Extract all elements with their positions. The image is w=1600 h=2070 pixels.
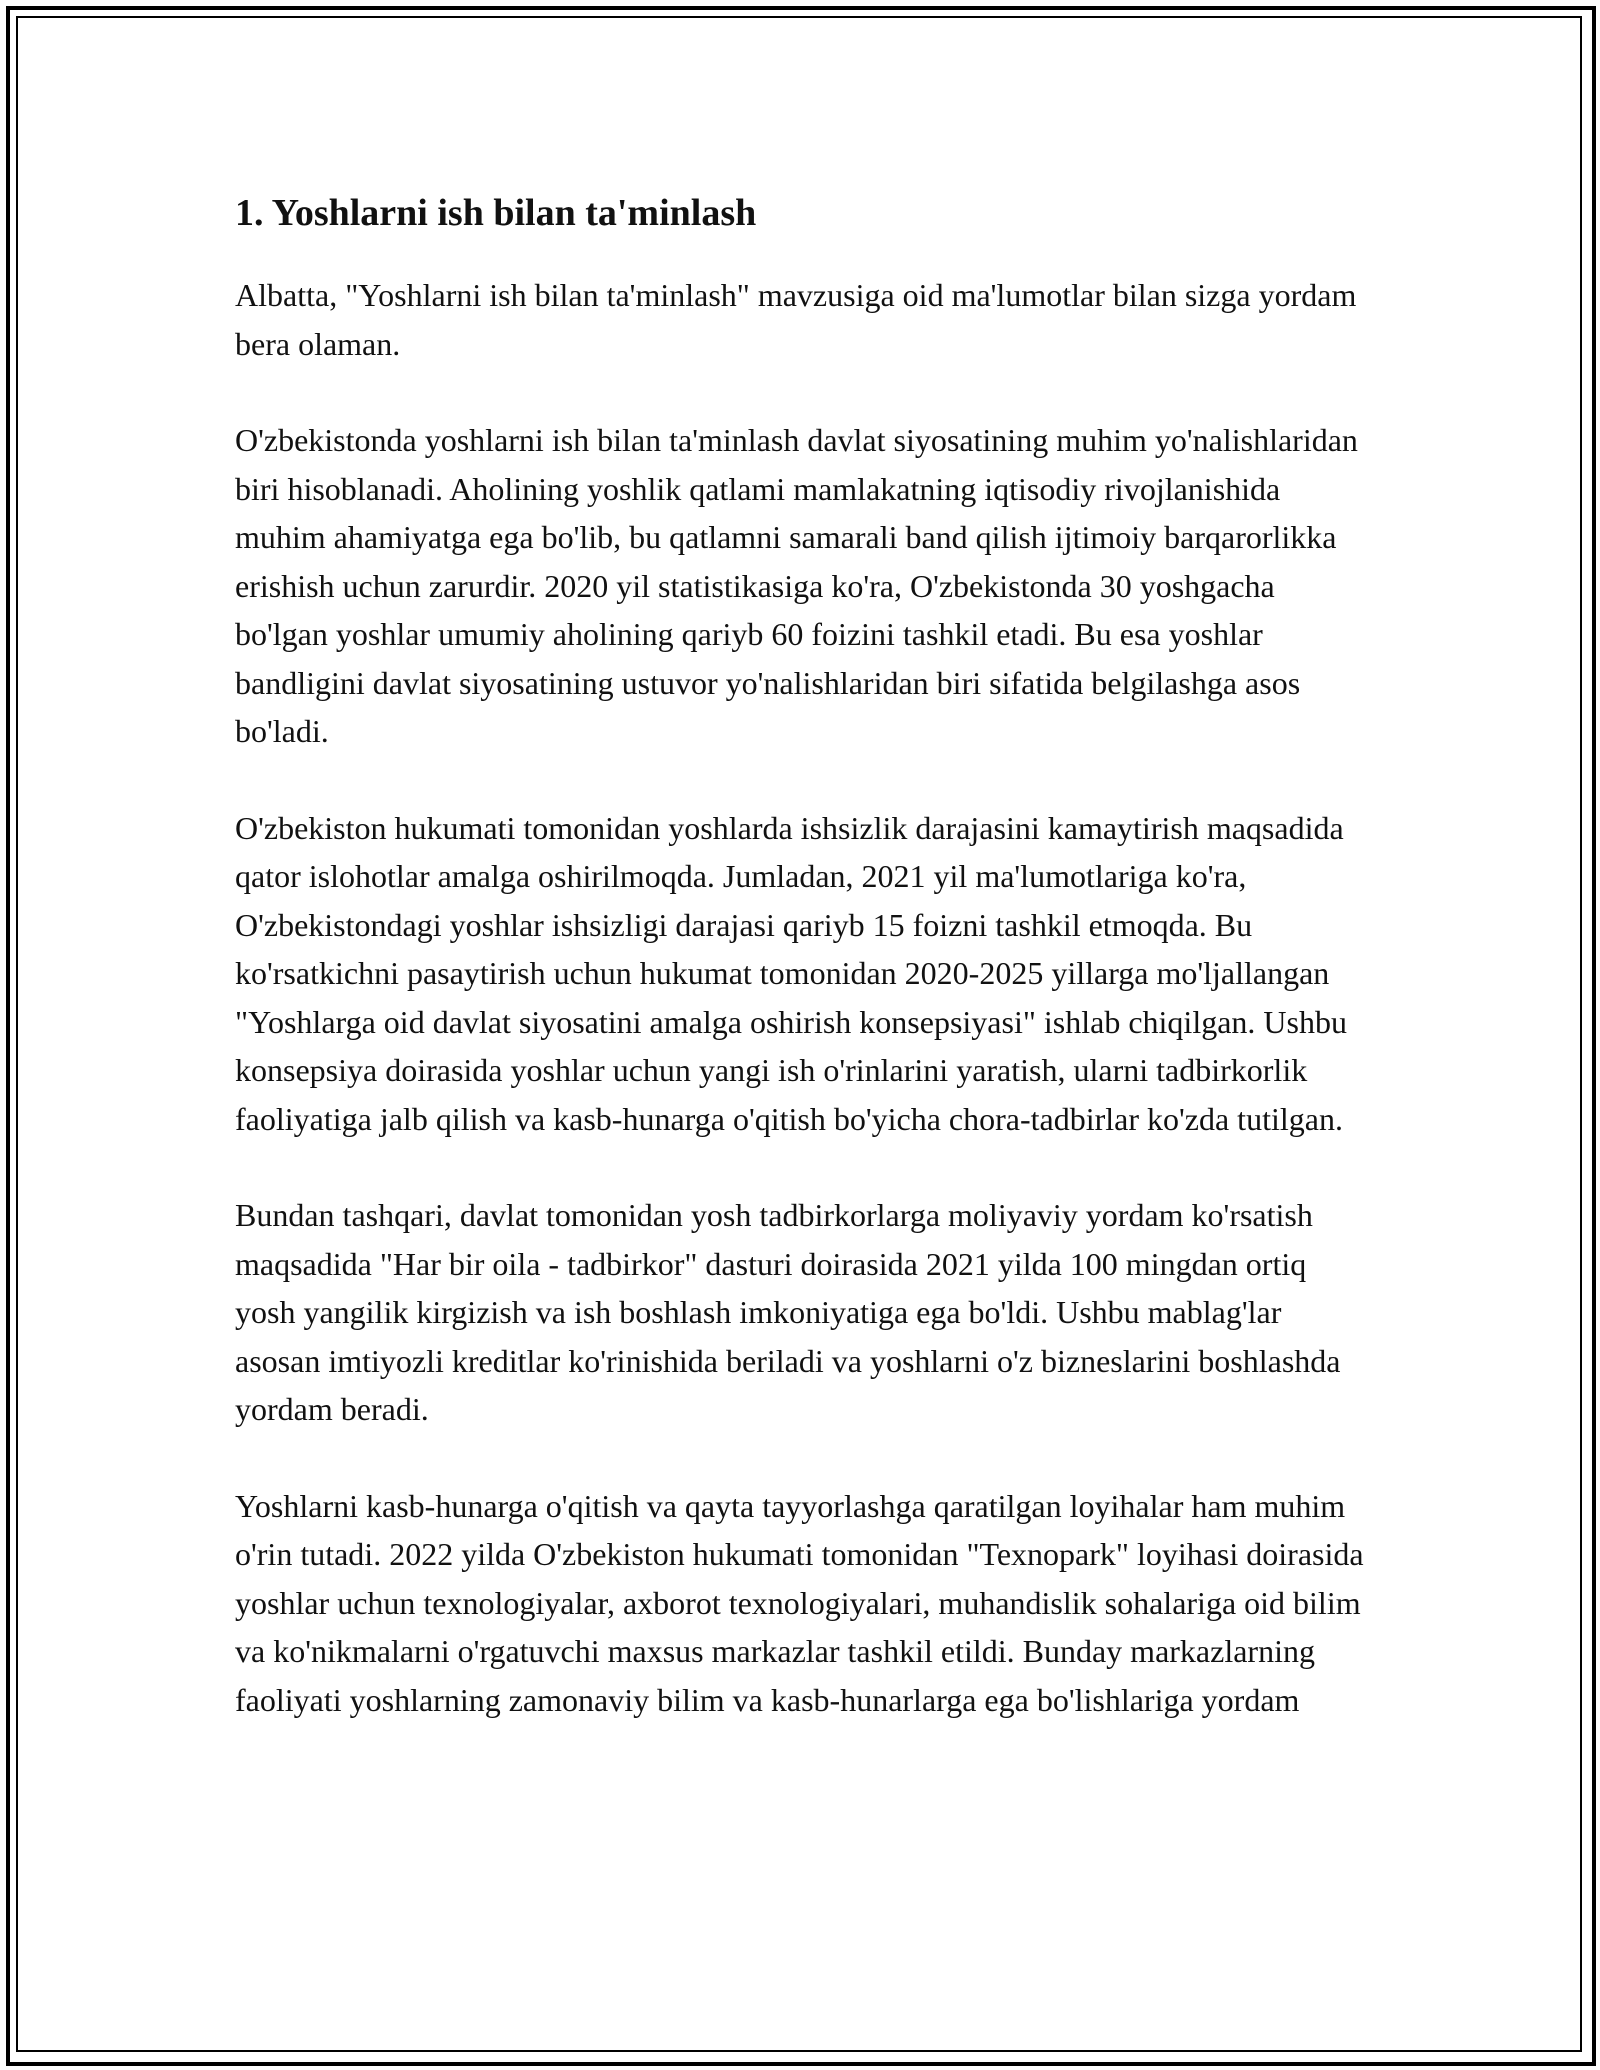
section-heading: 1. Yoshlarni ish bilan ta'minlash (235, 192, 757, 234)
paragraph-vocational-training: Yoshlarni kasb-hunarga o'qitish va qayta tayyorlashga qaratilgan loyihalar ham muhim o'rin tutadi. 2022 yilda O'zbekiston hukumati tomonidan "Texnopark" loyihasi doirasida yoshlar uchun texnologiyalar, axborot texnologiyalari, muhandislik sohalariga oid bilim va ko'nikmalarni o'rgatuvchi maxsus markazlar tashkil etildi. Bunday markazlarning faoliyati yoshlarning zamonaviy bilim va kasb-hunarlarga ega bo'lishlariga yordam (235, 1487, 1364, 1718)
paragraph-financial-support: Bundan tashqari, davlat tomonidan yosh tadbirkorlarga moliyaviy yordam ko'rsatish maqsadida "Har bir oila - tadbirkor" dasturi doirasida 2021 yilda 100 mingdan ortiq yosh yangilik kirgizish va ish boshlash imkoniyatiga ega bo'ldi. Ushbu mablag'lar asosan imtiyozli kreditlar ko'rinishida beriladi va yoshlarni o'z bizneslarini boshlashda yordam beradi. (235, 1197, 1341, 1427)
document-body (235, 183, 1370, 1772)
paragraph-youth-policy: O'zbekistonda yoshlarni ish bilan ta'minlash davlat siyosatining muhim yo'nalishlaridan biri hisoblanadi. Aholining yoshlik qatlami mamlakatning iqtisodiy rivojlanishida muhim ahamiyatga ega bo'lib, bu qatlamni samarali band qilish ijtimoiy barqarorlikka erishish uchun zarurdir. 2020 yil statistikasiga ko'ra, O'zbekistonda 30 yoshgacha bo'lgan yoshlar umumiy aholining qariyb 60 foizini tashkil etadi. Bu esa yoshlar bandligini davlat siyosatining ustuvor yo'nalishlaridan biri sifatida belgilashga asos bo'ladi. (235, 422, 1358, 749)
paragraph-unemployment-reforms: O'zbekiston hukumati tomonidan yoshlarda ishsizlik darajasini kamaytirish maqsadida qator islohotlar amalga oshirilmoqda. Jumladan, 2021 yil ma'lumotlariga ko'ra, O'zbekistondagi yoshlar ishsizligi darajasi qariyb 15 foizni tashkil etmoqda. Bu ko'rsatkichni pasaytirish uchun hukumat tomonidan 2020-2025 yillarga mo'ljallangan "Yoshlarga oid davlat siyosatini amalga oshirish konsepsiyasi" ishlab chiqilgan. Ushbu konsepsiya doirasida yoshlar uchun yangi ish o'rinlarini yaratish, ularni tadbirkorlik faoliyatiga jalb qilish va kasb-hunarga o'qitish bo'yicha chora-tadbirlar ko'zda tutilgan. (235, 809, 1347, 1137)
paragraph-intro: Albatta, "Yoshlarni ish bilan ta'minlash" mavzusiga oid ma'lumotlar bilan sizga yordam bera olaman. (235, 277, 1357, 362)
